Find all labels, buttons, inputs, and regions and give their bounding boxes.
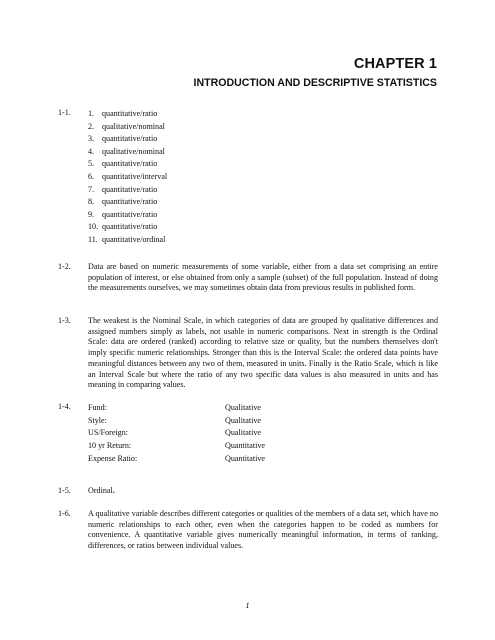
chapter-title: INTRODUCTION AND DESCRIPTIVE STATISTICS (193, 77, 437, 89)
variable-table (88, 402, 438, 465)
list-item: 11. quantitative/ordinal (88, 234, 166, 244)
table-row: Style: Qualitative (88, 415, 261, 425)
chapter-heading: CHAPTER 1 (353, 56, 437, 72)
section-number: 1-1. (58, 108, 71, 117)
table-row: 10 yr Return: Quantitative (88, 441, 266, 451)
list-item: 3. quantitative/ratio (88, 134, 158, 144)
section-number: 1-3. (58, 316, 71, 325)
list-item: 2. qualitative/nominal (88, 121, 165, 131)
answer-list (88, 108, 438, 247)
section-number: 1-6. (58, 509, 71, 518)
list-item: 9. quantitative/ratio (88, 209, 158, 219)
section-number: 1-4. (58, 402, 71, 411)
list-item: 7. quantitative/ratio (88, 184, 158, 194)
section-paragraph: The weakest is the Nominal Scale, in which categories of data are grouped by qualitative differences and assigned numbers simply as labels, not usable in numeric comparisons. Next in strength is the Ordinal Scale: data are ordered (ranked) according to relative size or quality, but the numbers themselves don't imply specific numeric relationships. Stronger than this is the Interval Scale: the ordered data points have meaningful distances between any two of them, measured in units. Finally is the Ratio Scale, which is like an Interval Scale but where the ratio of any two specific data values is also measured in units and has meaning in comparing values. (88, 316, 438, 390)
table-row: Expense Ratio: Quantitative (88, 453, 266, 463)
table-row: Fund: Qualitative (88, 403, 261, 412)
list-item: 1. quantitative/ratio (88, 109, 158, 118)
section-number: 1-5. (58, 486, 71, 495)
section-answer: Ordinal. (88, 486, 115, 495)
section-number: 1-2. (58, 262, 71, 271)
table-row: US/Foreign: Qualitative (88, 428, 261, 438)
list-item: 10. quantitative/ratio (88, 222, 158, 232)
list-item: 6. quantitative/interval (88, 171, 168, 181)
list-item: 4. qualitative/nominal (88, 146, 165, 156)
page-number: 1 (245, 600, 250, 610)
list-item: 8. quantitative/ratio (88, 197, 158, 207)
section-paragraph: Data are based on numeric measurements of some variable, either from a data set comprising an entire population of interest, or else obtained from only a sample (subset) of the full population. Instead of doing the measurements ourselves, we may sometimes obtain data from previous results in published form. (88, 262, 438, 293)
section-paragraph: A qualitative variable describes different categories or qualities of the members of a data set, which have no numeric relationships to each other, even when the categories happen to be coded as numbers for convenience. A quantitative variable gives numerically meaningful information, in terms of ranking, differences, or ratios between individual values. (88, 509, 438, 551)
list-item: 5. quantitative/ratio (88, 159, 158, 169)
